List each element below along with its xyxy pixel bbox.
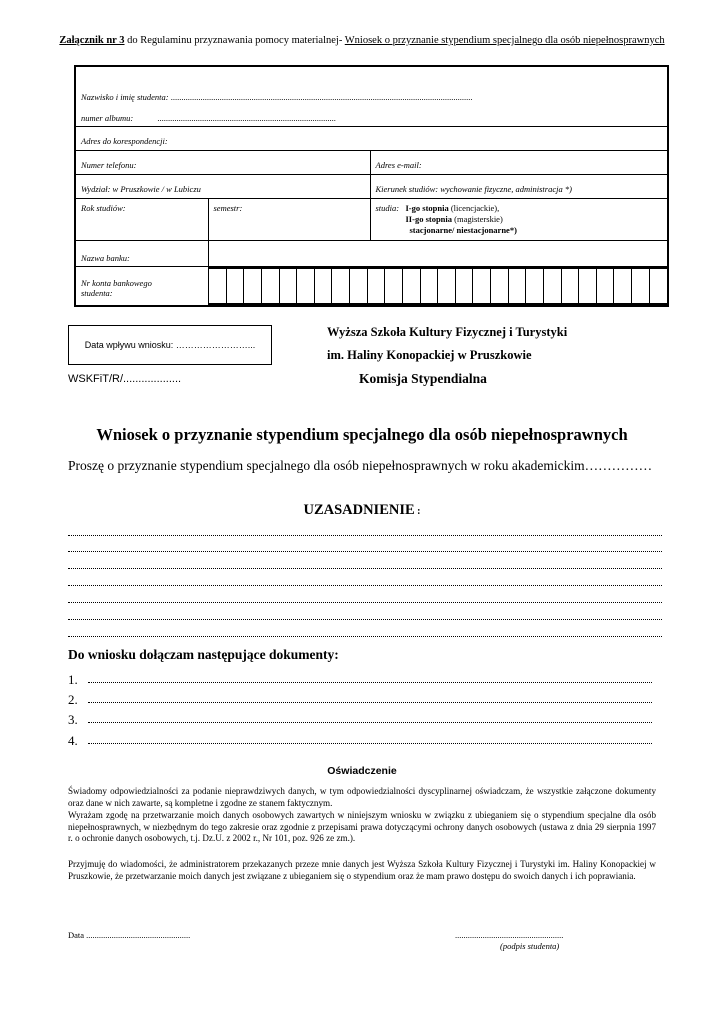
justification-line[interactable]	[68, 619, 662, 620]
study-year-field[interactable]	[75, 199, 208, 241]
account-label-line2: studenta:	[81, 288, 113, 298]
signature-date[interactable]: Data .................................................	[68, 930, 191, 940]
account-digit-box[interactable]	[508, 268, 526, 304]
account-digit-box[interactable]	[543, 268, 561, 304]
student-name-dots: ..............................................................................................................................................	[170, 92, 473, 102]
account-digit-box[interactable]	[297, 268, 315, 304]
justification-line[interactable]	[68, 568, 662, 569]
email-label: Adres e-mail:	[375, 160, 422, 170]
semester-label: semestr:	[213, 203, 243, 213]
account-digit-box[interactable]	[649, 268, 667, 304]
account-digit-box[interactable]	[385, 268, 403, 304]
declaration-heading: Oświadczenie	[327, 765, 397, 777]
receipt-date-label: Data wpływu wniosku: ……………………...	[84, 340, 256, 350]
justification-heading	[0, 502, 724, 519]
account-digit-box[interactable]	[596, 268, 614, 304]
account-digit-box[interactable]	[314, 268, 332, 304]
account-number-field[interactable]	[208, 267, 668, 307]
justification-colon: :	[414, 506, 421, 517]
account-label-cell	[75, 267, 208, 307]
declaration-paragraph-1: Świadomy odpowiedzialności za podanie nieprawdziwych danych, w tym odpowiedzialności dyscyplinarnej oświadczam, że wszystkie załączone dokumenty oraz dane w nich zawarte, są kompletne i zgodne ze stanem faktycznym.	[68, 786, 656, 808]
account-digit-box[interactable]	[614, 268, 632, 304]
bank-name-label: Nazwa banku:	[81, 253, 130, 263]
album-number-label: numer albumu:	[81, 113, 134, 123]
address-field[interactable]	[75, 127, 668, 151]
study-mode-label: stacjonarne/ niestacjonarne*)	[409, 225, 517, 235]
account-digit-box[interactable]	[438, 268, 456, 304]
first-degree-label: I-go stopnia	[405, 203, 449, 213]
account-digit-box[interactable]	[632, 268, 650, 304]
header-form-title: Wniosek o przyznanie stypendium specjalnego dla osób niepełnosprawnych	[344, 35, 665, 46]
account-digit-box[interactable]	[455, 268, 473, 304]
account-digit-box[interactable]	[350, 268, 368, 304]
attachment-line[interactable]	[88, 743, 652, 744]
attachment-line[interactable]	[88, 722, 652, 723]
account-digit-box[interactable]	[332, 268, 350, 304]
attachment-number: 3.	[68, 712, 78, 727]
direction-field[interactable]	[370, 175, 668, 199]
second-degree-desc: (magisterskie)	[452, 214, 503, 224]
justification-line[interactable]	[68, 585, 662, 586]
justification-line[interactable]	[68, 551, 662, 552]
school-name-line1: Wyższa Szkoła Kultury Fizycznej i Turystyki	[327, 325, 568, 339]
semester-field[interactable]	[208, 199, 370, 241]
studies-label: studia:	[375, 203, 400, 213]
attachment-line[interactable]	[88, 682, 652, 683]
account-digit-box[interactable]	[226, 268, 244, 304]
phone-label: Numer telefonu:	[81, 160, 137, 170]
declaration-paragraph-2: Wyrażam zgodę na przetwarzanie moich danych osobowych zawartych w niniejszym wniosku w związku z ubieganiem się o stypendium specjalne dla osób niepełnosprawnych, w niezbędnym do tego zakresie oraz zgodnie z przepisami prawa dotyczącymi ochrony danych osobowych (ustawa z dnia 29 sierpnia 1997 r. o ochronie danych osobowych, t.j. Dz.U. z 2002 r., Nr 101, poz. 926 ze zm.).	[68, 810, 656, 843]
account-digit-boxes	[209, 267, 668, 305]
student-name-field[interactable]	[75, 66, 668, 127]
student-name-label: Nazwisko i imię studenta:	[81, 92, 169, 102]
account-digit-box[interactable]	[279, 268, 297, 304]
account-digit-box[interactable]	[261, 268, 279, 304]
attachments-heading: Do wniosku dołączam następujące dokumenty:	[68, 647, 339, 662]
header-attachment-number: Załącznik nr 3	[59, 35, 125, 46]
justification-line[interactable]	[68, 602, 662, 603]
justification-heading-text: UZASADNIENIE	[303, 502, 415, 518]
attachment-number: 2.	[68, 692, 78, 707]
justification-line[interactable]	[68, 636, 662, 637]
attachment-line[interactable]	[88, 702, 652, 703]
account-digit-box[interactable]	[526, 268, 544, 304]
faculty-field[interactable]	[75, 175, 370, 199]
account-digit-box[interactable]	[367, 268, 385, 304]
first-degree-desc: (licencjackie),	[448, 203, 500, 213]
account-digit-box[interactable]	[491, 268, 509, 304]
study-year-label: Rok studiów:	[81, 203, 126, 213]
justification-line[interactable]	[68, 535, 662, 536]
bank-name-label-cell	[75, 241, 208, 267]
attachment-number: 1.	[68, 672, 78, 687]
header-text: do Regulaminu przyznawania pomocy materialnej-	[124, 35, 345, 46]
album-number-dots: ....................................................................................	[157, 113, 336, 123]
account-digit-box[interactable]	[420, 268, 438, 304]
faculty-label: Wydział: w Pruszkowie / w Lubiczu	[81, 184, 201, 194]
second-degree-label: II-go stopnia	[405, 214, 453, 224]
student-data-form	[74, 65, 669, 307]
signature-label: (podpis studenta)	[500, 941, 560, 951]
school-name-line2: im. Haliny Konopackiej w Pruszkowie	[327, 348, 532, 362]
email-field[interactable]	[370, 151, 668, 175]
direction-label: Kierunek studiów: wychowanie fizyczne, administracja *)	[375, 184, 572, 194]
scholarship-committee: Komisja Stypendialna	[359, 371, 487, 386]
account-digit-box[interactable]	[402, 268, 420, 304]
declaration-paragraph-3: Przyjmuję do wiadomości, że administratorem przekazanych przeze mnie danych jest Wyższa Szkoła Kultury Fizycznej i Turystyki im. Haliny Konopackiej w Pruszkowie, że przetwarzanie moich danych jest związane z ubieganiem się o stypendium oraz że mam prawo dostępu do swoich danych i ich poprawiania.	[68, 859, 656, 881]
account-digit-box[interactable]	[561, 268, 579, 304]
account-digit-box[interactable]	[473, 268, 491, 304]
account-digit-box[interactable]	[209, 268, 227, 304]
address-label: Adres do korespondencji:	[81, 136, 168, 146]
attachment-number: 4.	[68, 733, 78, 748]
account-digit-box[interactable]	[244, 268, 262, 304]
account-label-line1: Nr konta bankowego	[81, 278, 152, 288]
studies-type-field[interactable]	[370, 199, 668, 241]
request-text: Proszę o przyznanie stypendium specjalnego dla osób niepełnosprawnych w roku akademickim……………	[68, 458, 653, 473]
reference-number: WSKFiT/R/...................	[68, 373, 182, 385]
phone-field[interactable]	[75, 151, 370, 175]
signature-line[interactable]: ...................................................	[455, 930, 564, 940]
receipt-date-box[interactable]	[68, 325, 272, 365]
account-digit-box[interactable]	[579, 268, 597, 304]
bank-name-field[interactable]	[208, 241, 668, 267]
document-header	[0, 35, 724, 46]
page-title: Wniosek o przyznanie stypendium specjalnego dla osób niepełnosprawnych	[96, 425, 628, 444]
